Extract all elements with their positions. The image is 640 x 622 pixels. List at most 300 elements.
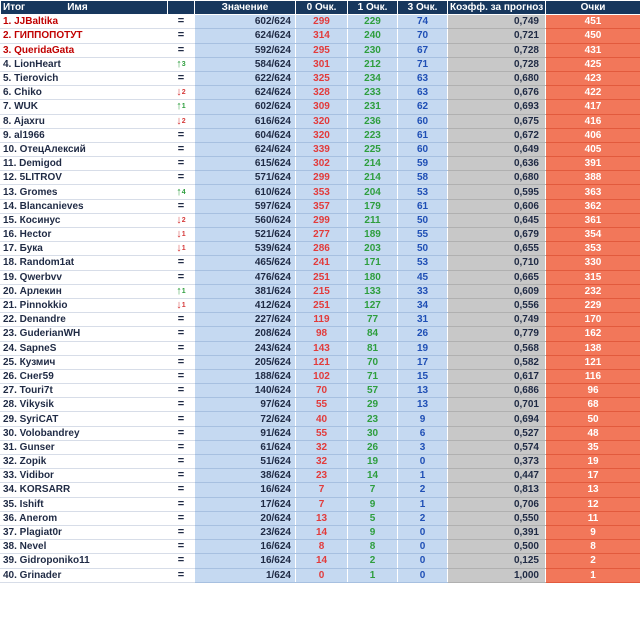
coefficient-cell: 0,574 xyxy=(448,440,546,454)
trend-change: 1 xyxy=(181,302,186,310)
trend-cell xyxy=(168,426,195,440)
value-cell: 602/624 xyxy=(195,15,296,29)
coefficient-cell: 0,680 xyxy=(448,71,546,85)
points-cell: 315 xyxy=(546,270,640,284)
trend-cell xyxy=(168,369,195,383)
zero-points-cell: 40 xyxy=(296,412,348,426)
zero-points-cell: 353 xyxy=(296,185,348,199)
coefficient-cell: 0,649 xyxy=(448,142,546,156)
coefficient-cell: 0,125 xyxy=(448,554,546,568)
player-name: 3. QueridaGata xyxy=(1,43,168,57)
trend-change: 2 xyxy=(181,216,186,224)
three-points-cell: 13 xyxy=(398,384,448,398)
coefficient-cell: 0,680 xyxy=(448,171,546,185)
one-point-cell: 214 xyxy=(348,171,398,185)
table-row xyxy=(1,455,640,469)
table-row xyxy=(1,57,640,71)
three-points-cell: 70 xyxy=(398,29,448,43)
player-name: 40. Grinader xyxy=(1,568,168,582)
player-name: 18. Random1at xyxy=(1,256,168,270)
coefficient-cell: 0,728 xyxy=(448,57,546,71)
value-cell: 571/624 xyxy=(195,171,296,185)
trend-change: 2 xyxy=(181,117,186,125)
player-name: 17. Бука xyxy=(1,242,168,256)
one-point-cell: 179 xyxy=(348,199,398,213)
zero-points-cell: 32 xyxy=(296,440,348,454)
three-points-cell: 0 xyxy=(398,455,448,469)
three-points-cell: 61 xyxy=(398,199,448,213)
points-cell: 2 xyxy=(546,554,640,568)
trend-cell xyxy=(168,43,195,57)
three-points-cell: 74 xyxy=(398,15,448,29)
coefficient-cell: 0,676 xyxy=(448,86,546,100)
zero-points-cell: 299 xyxy=(296,15,348,29)
trend-change: 3 xyxy=(181,60,186,68)
points-cell: 35 xyxy=(546,440,640,454)
trend-equal: = xyxy=(177,554,185,567)
value-cell: 381/624 xyxy=(195,284,296,298)
three-points-cell: 55 xyxy=(398,228,448,242)
coefficient-cell: 0,721 xyxy=(448,29,546,43)
coefficient-cell: 0,686 xyxy=(448,384,546,398)
three-points-cell: 3 xyxy=(398,440,448,454)
points-cell: 11 xyxy=(546,511,640,525)
points-cell: 68 xyxy=(546,398,640,412)
table-row xyxy=(1,43,640,57)
trend-cell xyxy=(168,171,195,185)
value-cell: 602/624 xyxy=(195,100,296,114)
zero-points-cell: 14 xyxy=(296,525,348,539)
player-name: 4. LionHeart xyxy=(1,57,168,71)
trend-cell xyxy=(168,455,195,469)
one-point-cell: 23 xyxy=(348,412,398,426)
coefficient-cell: 0,500 xyxy=(448,540,546,554)
table-row xyxy=(1,114,640,128)
value-cell: 140/624 xyxy=(195,384,296,398)
three-points-cell: 0 xyxy=(398,554,448,568)
table-row xyxy=(1,568,640,582)
header-three-points: 3 Очк. xyxy=(398,1,448,15)
one-point-cell: 180 xyxy=(348,270,398,284)
trend-cell xyxy=(168,114,195,128)
table-row xyxy=(1,355,640,369)
table-row xyxy=(1,469,640,483)
trend-cell xyxy=(168,284,195,298)
zero-points-cell: 143 xyxy=(296,341,348,355)
value-cell: 243/624 xyxy=(195,341,296,355)
trend-change: 1 xyxy=(181,245,186,253)
value-cell: 597/624 xyxy=(195,199,296,213)
three-points-cell: 34 xyxy=(398,298,448,312)
table-row xyxy=(1,313,640,327)
one-point-cell: 133 xyxy=(348,284,398,298)
table-row xyxy=(1,171,640,185)
trend-cell xyxy=(168,228,195,242)
header-coefficient: Коэфф. за прогноз xyxy=(448,1,546,15)
value-cell: 610/624 xyxy=(195,185,296,199)
points-cell: 170 xyxy=(546,313,640,327)
value-cell: 615/624 xyxy=(195,157,296,171)
player-name: 1. JJBaltika xyxy=(1,15,168,29)
table-row xyxy=(1,199,640,213)
zero-points-cell: 55 xyxy=(296,426,348,440)
player-name: 11. Demigod xyxy=(1,157,168,171)
points-cell: 353 xyxy=(546,242,640,256)
player-name: 37. Plagiat0r xyxy=(1,525,168,539)
table-row xyxy=(1,525,640,539)
player-name: 24. SapneS xyxy=(1,341,168,355)
arrow-down-icon: ↓ xyxy=(176,228,182,241)
arrow-up-icon: ↑ xyxy=(176,284,182,297)
coefficient-cell: 0,636 xyxy=(448,157,546,171)
three-points-cell: 67 xyxy=(398,43,448,57)
one-point-cell: 127 xyxy=(348,298,398,312)
one-point-cell: 231 xyxy=(348,100,398,114)
zero-points-cell: 301 xyxy=(296,57,348,71)
value-cell: 539/624 xyxy=(195,242,296,256)
trend-cell xyxy=(168,525,195,539)
value-cell: 188/624 xyxy=(195,369,296,383)
zero-points-cell: 8 xyxy=(296,540,348,554)
one-point-cell: 240 xyxy=(348,29,398,43)
one-point-cell: 30 xyxy=(348,426,398,440)
trend-cell xyxy=(168,213,195,227)
coefficient-cell: 1,000 xyxy=(448,568,546,582)
table-row xyxy=(1,185,640,199)
one-point-cell: 229 xyxy=(348,15,398,29)
trend-equal: = xyxy=(177,29,185,42)
trend-cell xyxy=(168,554,195,568)
trend-cell xyxy=(168,157,195,171)
table-row xyxy=(1,398,640,412)
trend-cell xyxy=(168,71,195,85)
zero-points-cell: 121 xyxy=(296,355,348,369)
coefficient-cell: 0,609 xyxy=(448,284,546,298)
one-point-cell: 7 xyxy=(348,483,398,497)
header-value: Значение xyxy=(195,1,296,15)
zero-points-cell: 328 xyxy=(296,86,348,100)
one-point-cell: 81 xyxy=(348,341,398,355)
value-cell: 97/624 xyxy=(195,398,296,412)
points-cell: 431 xyxy=(546,43,640,57)
points-cell: 138 xyxy=(546,341,640,355)
trend-equal: = xyxy=(177,43,185,56)
points-cell: 451 xyxy=(546,15,640,29)
trend-equal: = xyxy=(177,270,185,283)
player-name: 5. Tierovich xyxy=(1,71,168,85)
zero-points-cell: 0 xyxy=(296,568,348,582)
zero-points-cell: 55 xyxy=(296,398,348,412)
arrow-down-icon: ↓ xyxy=(176,242,182,255)
player-name: 35. Ishift xyxy=(1,497,168,511)
trend-equal: = xyxy=(177,256,185,269)
zero-points-cell: 23 xyxy=(296,469,348,483)
player-name: 39. Gidroponiko11 xyxy=(1,554,168,568)
trend-equal: = xyxy=(177,15,185,28)
trend-cell xyxy=(168,469,195,483)
coefficient-cell: 0,701 xyxy=(448,398,546,412)
trend-cell xyxy=(168,384,195,398)
table-row xyxy=(1,483,640,497)
three-points-cell: 2 xyxy=(398,483,448,497)
table-row xyxy=(1,284,640,298)
player-name: 19. Qwerbvv xyxy=(1,270,168,284)
points-cell: 8 xyxy=(546,540,640,554)
coefficient-cell: 0,728 xyxy=(448,43,546,57)
coefficient-cell: 0,665 xyxy=(448,270,546,284)
player-name: 20. Арлекин xyxy=(1,284,168,298)
points-cell: 50 xyxy=(546,412,640,426)
trend-change: 1 xyxy=(181,231,186,239)
points-cell: 9 xyxy=(546,525,640,539)
one-point-cell: 8 xyxy=(348,540,398,554)
value-cell: 521/624 xyxy=(195,228,296,242)
trend-equal: = xyxy=(177,455,185,468)
points-cell: 354 xyxy=(546,228,640,242)
value-cell: 624/624 xyxy=(195,86,296,100)
trend-cell xyxy=(168,15,195,29)
trend-equal: = xyxy=(177,540,185,553)
three-points-cell: 59 xyxy=(398,157,448,171)
zero-points-cell: 357 xyxy=(296,199,348,213)
three-points-cell: 33 xyxy=(398,284,448,298)
trend-equal: = xyxy=(177,440,185,453)
three-points-cell: 1 xyxy=(398,497,448,511)
player-name: 30. Volobandrey xyxy=(1,426,168,440)
points-cell: 116 xyxy=(546,369,640,383)
coefficient-cell: 0,527 xyxy=(448,426,546,440)
trend-equal: = xyxy=(177,199,185,212)
player-name: 12. 5LITROV xyxy=(1,171,168,185)
three-points-cell: 60 xyxy=(398,142,448,156)
trend-change: 1 xyxy=(181,103,186,111)
trend-equal: = xyxy=(177,128,185,141)
trend-change: 1 xyxy=(181,287,186,295)
trend-cell xyxy=(168,341,195,355)
trend-equal: = xyxy=(177,426,185,439)
zero-points-cell: 314 xyxy=(296,29,348,43)
coefficient-cell: 0,779 xyxy=(448,327,546,341)
player-name: 32. Zopik xyxy=(1,455,168,469)
table-row xyxy=(1,228,640,242)
value-cell: 476/624 xyxy=(195,270,296,284)
one-point-cell: 84 xyxy=(348,327,398,341)
points-cell: 406 xyxy=(546,128,640,142)
trend-cell xyxy=(168,185,195,199)
table-row xyxy=(1,29,640,43)
value-cell: 72/624 xyxy=(195,412,296,426)
table-row xyxy=(1,412,640,426)
value-cell: 38/624 xyxy=(195,469,296,483)
trend-equal: = xyxy=(177,157,185,170)
trend-cell xyxy=(168,57,195,71)
table-row xyxy=(1,128,640,142)
value-cell: 227/624 xyxy=(195,313,296,327)
three-points-cell: 17 xyxy=(398,355,448,369)
arrow-up-icon: ↑ xyxy=(176,57,182,70)
player-name: 22. Denandre xyxy=(1,313,168,327)
trend-cell xyxy=(168,270,195,284)
zero-points-cell: 299 xyxy=(296,213,348,227)
three-points-cell: 50 xyxy=(398,213,448,227)
points-cell: 1 xyxy=(546,568,640,582)
arrow-down-icon: ↓ xyxy=(176,213,182,226)
table-row xyxy=(1,497,640,511)
zero-points-cell: 286 xyxy=(296,242,348,256)
trend-change: 4 xyxy=(181,188,186,196)
coefficient-cell: 0,706 xyxy=(448,497,546,511)
zero-points-cell: 215 xyxy=(296,284,348,298)
trend-cell xyxy=(168,440,195,454)
value-cell: 412/624 xyxy=(195,298,296,312)
three-points-cell: 50 xyxy=(398,242,448,256)
value-cell: 604/624 xyxy=(195,128,296,142)
player-name: 21. Pinnokkio xyxy=(1,298,168,312)
three-points-cell: 6 xyxy=(398,426,448,440)
zero-points-cell: 339 xyxy=(296,142,348,156)
points-cell: 48 xyxy=(546,426,640,440)
table-row xyxy=(1,341,640,355)
three-points-cell: 63 xyxy=(398,71,448,85)
zero-points-cell: 7 xyxy=(296,497,348,511)
points-cell: 425 xyxy=(546,57,640,71)
arrow-down-icon: ↓ xyxy=(176,86,182,99)
points-cell: 330 xyxy=(546,256,640,270)
player-name: 7. WUK xyxy=(1,100,168,114)
table-row xyxy=(1,157,640,171)
value-cell: 16/624 xyxy=(195,483,296,497)
table-row xyxy=(1,298,640,312)
coefficient-cell: 0,645 xyxy=(448,213,546,227)
points-cell: 232 xyxy=(546,284,640,298)
three-points-cell: 58 xyxy=(398,171,448,185)
value-cell: 205/624 xyxy=(195,355,296,369)
player-name: 25. Кузмич xyxy=(1,355,168,369)
trend-cell xyxy=(168,540,195,554)
value-cell: 51/624 xyxy=(195,455,296,469)
points-cell: 422 xyxy=(546,86,640,100)
one-point-cell: 2 xyxy=(348,554,398,568)
coefficient-cell: 0,672 xyxy=(448,128,546,142)
trend-equal: = xyxy=(177,327,185,340)
player-name: 15. Косинус xyxy=(1,213,168,227)
arrow-up-icon: ↑ xyxy=(176,185,182,198)
one-point-cell: 71 xyxy=(348,369,398,383)
table-row xyxy=(1,540,640,554)
arrow-down-icon: ↓ xyxy=(176,299,182,312)
table-row xyxy=(1,384,640,398)
zero-points-cell: 302 xyxy=(296,157,348,171)
three-points-cell: 1 xyxy=(398,469,448,483)
trend-equal: = xyxy=(177,412,185,425)
trend-equal: = xyxy=(177,313,185,326)
table-row xyxy=(1,511,640,525)
trend-cell xyxy=(168,298,195,312)
points-cell: 12 xyxy=(546,497,640,511)
one-point-cell: 26 xyxy=(348,440,398,454)
coefficient-cell: 0,655 xyxy=(448,242,546,256)
trend-cell xyxy=(168,568,195,582)
three-points-cell: 2 xyxy=(398,511,448,525)
table-row xyxy=(1,213,640,227)
value-cell: 16/624 xyxy=(195,554,296,568)
trend-equal: = xyxy=(177,355,185,368)
trend-equal: = xyxy=(177,511,185,524)
value-cell: 560/624 xyxy=(195,213,296,227)
coefficient-cell: 0,693 xyxy=(448,100,546,114)
trend-cell xyxy=(168,327,195,341)
coefficient-cell: 0,568 xyxy=(448,341,546,355)
player-name: 28. Vikysik xyxy=(1,398,168,412)
coefficient-cell: 0,550 xyxy=(448,511,546,525)
coefficient-cell: 0,391 xyxy=(448,525,546,539)
coefficient-cell: 0,679 xyxy=(448,228,546,242)
trend-change: 2 xyxy=(181,89,186,97)
zero-points-cell: 98 xyxy=(296,327,348,341)
trend-equal: = xyxy=(177,469,185,482)
zero-points-cell: 32 xyxy=(296,455,348,469)
player-name: 27. Touri7t xyxy=(1,384,168,398)
arrow-up-icon: ↑ xyxy=(176,100,182,113)
trend-equal: = xyxy=(177,526,185,539)
coefficient-cell: 0,675 xyxy=(448,114,546,128)
header-zero-points: 0 Очк. xyxy=(296,1,348,15)
trend-equal: = xyxy=(177,142,185,155)
coefficient-cell: 0,373 xyxy=(448,455,546,469)
header-one-point: 1 Очк. xyxy=(348,1,398,15)
three-points-cell: 45 xyxy=(398,270,448,284)
trend-equal: = xyxy=(177,497,185,510)
one-point-cell: 29 xyxy=(348,398,398,412)
value-cell: 465/624 xyxy=(195,256,296,270)
player-name: 34. KORSARR xyxy=(1,483,168,497)
one-point-cell: 9 xyxy=(348,497,398,511)
value-cell: 17/624 xyxy=(195,497,296,511)
three-points-cell: 71 xyxy=(398,57,448,71)
one-point-cell: 230 xyxy=(348,43,398,57)
trend-cell xyxy=(168,497,195,511)
table-row xyxy=(1,270,640,284)
coefficient-cell: 0,617 xyxy=(448,369,546,383)
trend-cell xyxy=(168,511,195,525)
points-cell: 417 xyxy=(546,100,640,114)
trend-cell xyxy=(168,313,195,327)
coefficient-cell: 0,749 xyxy=(448,313,546,327)
table-row xyxy=(1,554,640,568)
value-cell: 20/624 xyxy=(195,511,296,525)
table-row xyxy=(1,142,640,156)
coefficient-cell: 0,710 xyxy=(448,256,546,270)
one-point-cell: 211 xyxy=(348,213,398,227)
points-cell: 450 xyxy=(546,29,640,43)
table-row xyxy=(1,426,640,440)
value-cell: 624/624 xyxy=(195,29,296,43)
zero-points-cell: 251 xyxy=(296,298,348,312)
zero-points-cell: 13 xyxy=(296,511,348,525)
points-cell: 19 xyxy=(546,455,640,469)
one-point-cell: 14 xyxy=(348,469,398,483)
zero-points-cell: 70 xyxy=(296,384,348,398)
three-points-cell: 19 xyxy=(398,341,448,355)
three-points-cell: 63 xyxy=(398,86,448,100)
header-trend xyxy=(168,1,195,15)
header-itog-name xyxy=(1,1,168,15)
standings-body xyxy=(1,15,640,583)
value-cell: 91/624 xyxy=(195,426,296,440)
trend-cell xyxy=(168,242,195,256)
zero-points-cell: 299 xyxy=(296,171,348,185)
points-cell: 423 xyxy=(546,71,640,85)
